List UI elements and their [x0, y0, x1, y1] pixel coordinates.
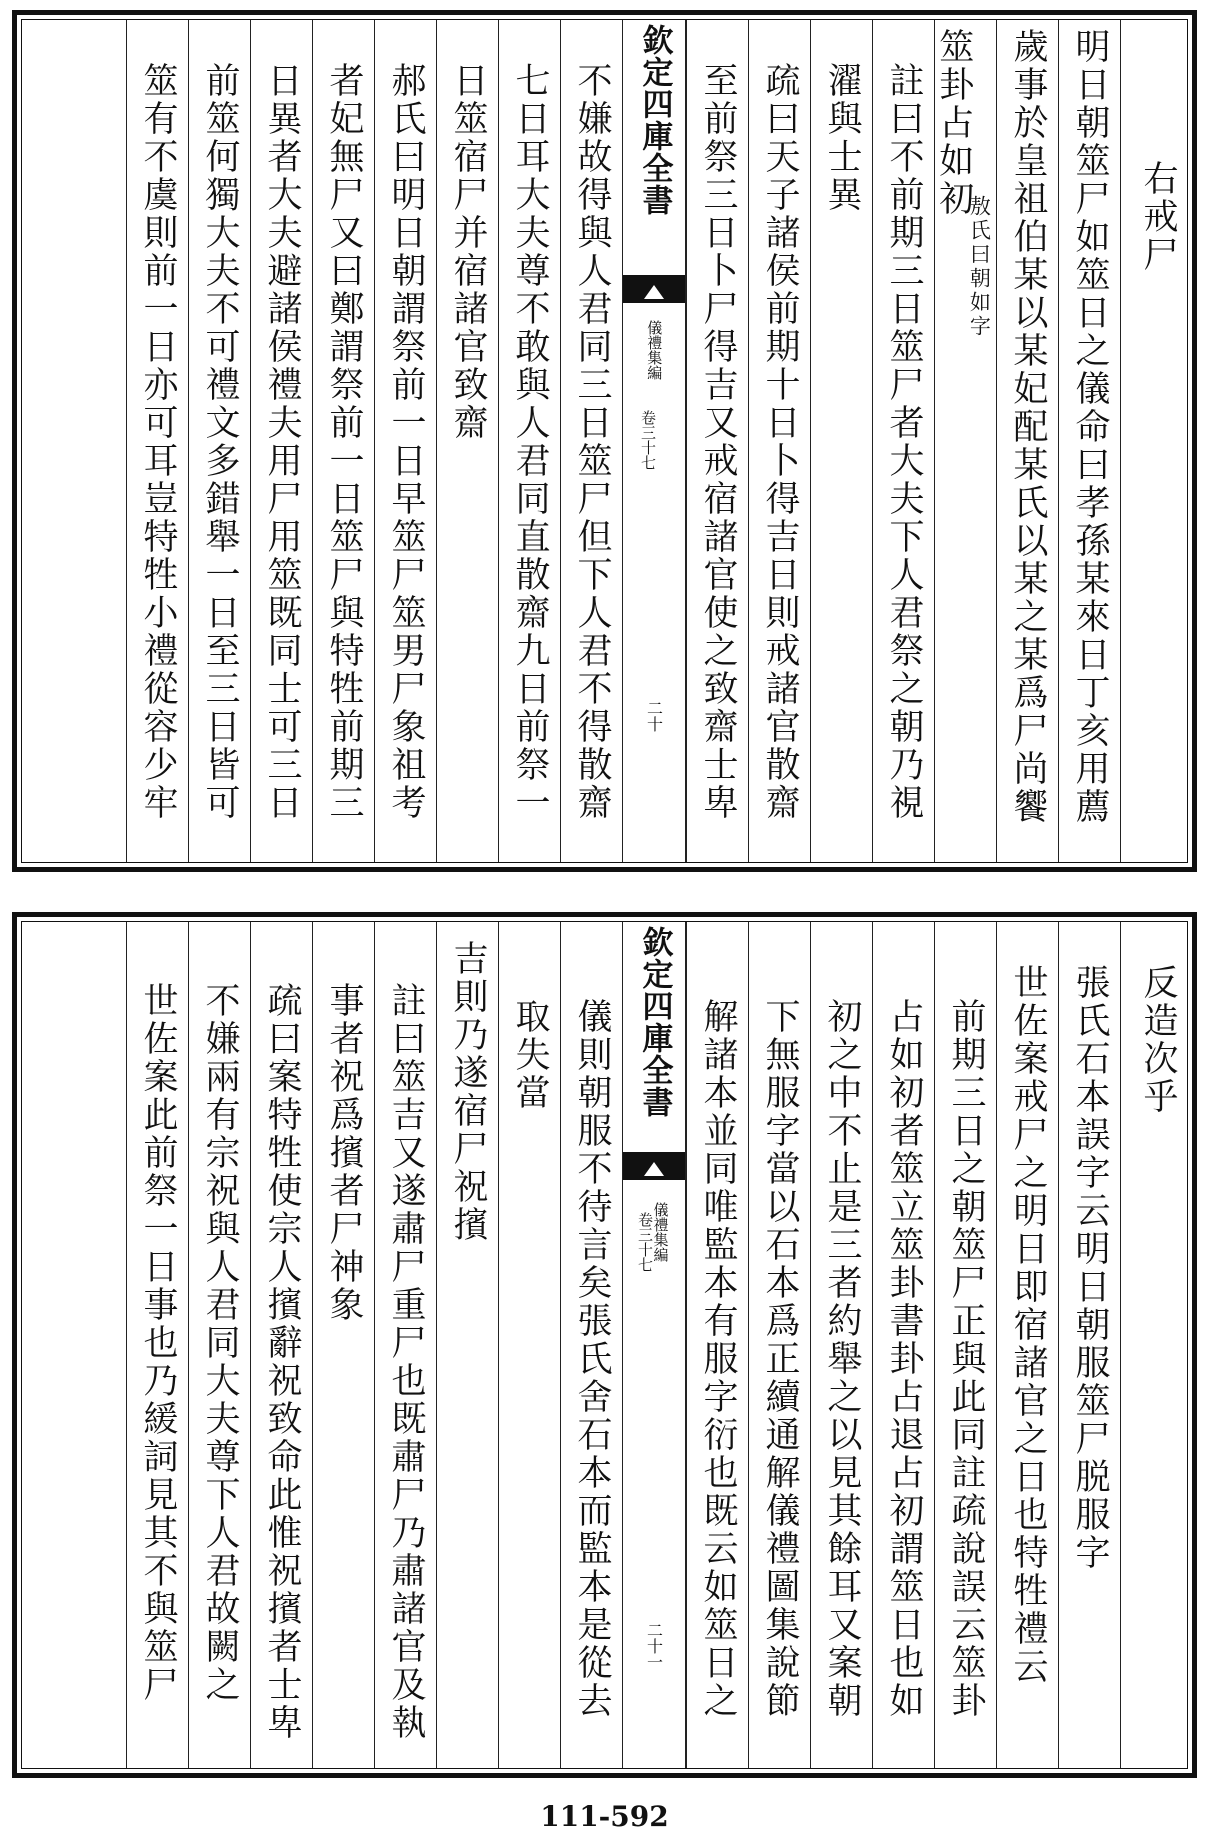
- column-c8: [686, 20, 748, 862]
- bottom-page: [12, 912, 1197, 1778]
- column-text: 不嫌故得與人君同三日筮尸但下人君不得散齋: [572, 62, 612, 822]
- column-c1: [1120, 20, 1194, 862]
- column-c12: [374, 20, 436, 862]
- spine-juan: 卷三十七: [639, 410, 658, 470]
- column-c13: [312, 20, 374, 862]
- column-text: 張氏石本誤字云明日朝服筮尸脱服字: [1070, 964, 1110, 1572]
- column-d14: [250, 922, 312, 1768]
- page-number: 111-592: [540, 1800, 669, 1833]
- column-c4: [934, 20, 996, 862]
- column-text: 下無服字當以石本爲正續通解儀禮圖集說節: [760, 998, 800, 1720]
- column-d7: [748, 922, 810, 1768]
- column-d13: [312, 922, 374, 1768]
- column-c3: [996, 20, 1058, 862]
- column-empty: [22, 922, 126, 1768]
- column-d3: [996, 922, 1058, 1768]
- column-d5: [872, 922, 934, 1768]
- column-c16: [126, 20, 188, 862]
- column-d2: [1058, 922, 1120, 1768]
- column-text: 吉則乃遂宿尸祝擯: [448, 940, 488, 1244]
- spine-title: 欽定四庫全書: [636, 24, 673, 216]
- column-text: 日異者大夫避諸侯禮夫用尸用筮既同士可三日: [262, 62, 302, 822]
- column-d6: [810, 922, 872, 1768]
- column-text: 反造次乎: [1138, 964, 1178, 1116]
- column-text: 初之中不止是三者約舉之以見其餘耳又案朝: [822, 998, 862, 1720]
- column-text: 註曰筮吉又遂肅尸重尸也既肅尸乃肅諸官及執: [386, 982, 426, 1742]
- column-d16: [126, 922, 188, 1768]
- column-text: 筮卦占如初: [933, 28, 974, 218]
- column-c5: [872, 20, 934, 862]
- column-text: 占如初者筮立筮卦書卦占退占初謂筮日也如: [884, 998, 924, 1720]
- column-text: 筮有不虞則前一日亦可耳豈特牲小禮從容少牢: [138, 62, 178, 822]
- column-text: 不嫌兩有宗祝與人君同大夫尊下人君故闕之: [200, 982, 240, 1704]
- column-text: 歲事於皇祖伯某以某妃配某氏以某之某爲尸尚饗: [1008, 28, 1048, 826]
- column-text: 疏曰案特牲使宗人擯辭祝致命此惟祝擯者士卑: [262, 982, 302, 1742]
- column-note: 敖氏曰朝如字: [967, 195, 992, 339]
- column-text: 右戒尸: [1138, 160, 1178, 274]
- column-text: 明日朝筮尸如筮日之儀命曰孝孫某來日丁亥用薦: [1070, 28, 1110, 826]
- column-text: 註曰不前期三日筮尸者大夫下人君祭之朝乃視: [884, 62, 924, 822]
- top-page-frame: [21, 19, 1188, 863]
- top-page: [12, 10, 1197, 872]
- column-d11: [436, 922, 498, 1768]
- spine-book: 儀禮集編: [651, 1202, 670, 1262]
- column-c2: [1058, 20, 1120, 862]
- column-text: 世佐案此前祭一日事也乃緩詞見其不與筮尸: [138, 982, 178, 1704]
- column-text: 世佐案戒尸之明日即宿諸官之日也特牲禮云: [1008, 964, 1048, 1686]
- column-empty: [22, 20, 126, 862]
- column-c15: [188, 20, 250, 862]
- column-d15: [188, 922, 250, 1768]
- spine-folio: 二十: [644, 700, 664, 732]
- spine-title: 欽定四庫全書: [636, 926, 673, 1118]
- column-d4: [934, 922, 996, 1768]
- column-d8: [686, 922, 748, 1768]
- column-text: 至前祭三日卜尸得吉又戒宿諸官使之致齋士卑: [698, 62, 738, 822]
- column-text: 取失當: [510, 998, 550, 1112]
- column-text: 日筮宿尸并宿諸官致齋: [448, 62, 488, 442]
- column-d12: [374, 922, 436, 1768]
- column-text: 郝氏曰明日朝謂祭前一日早筮尸筮男尸象祖考: [386, 62, 426, 822]
- column-c7: [748, 20, 810, 862]
- column-text: 前期三日之朝筮尸正與此同註疏說誤云筮卦: [946, 998, 986, 1720]
- spine-book: 儀禮集編: [645, 320, 664, 380]
- column-text: 事者祝爲擯者尸神象: [324, 982, 364, 1324]
- column-text: 前筮何獨大夫不可禮文多錯舉一日至三日皆可: [200, 62, 240, 822]
- column-d10: [498, 922, 560, 1768]
- column-text: 疏曰天子諸侯前期十日卜得吉日則戒諸官散齋: [760, 62, 800, 822]
- column-text: 解諸本並同唯監本有服字衍也既云如筮日之: [698, 998, 738, 1720]
- column-d9: [560, 922, 622, 1768]
- column-c9: [560, 20, 622, 862]
- column-d1: [1120, 922, 1194, 1768]
- column-c11: [436, 20, 498, 862]
- bottom-page-frame: [21, 921, 1188, 1769]
- fish-tail-mark: [623, 1152, 685, 1180]
- fish-tail-mark: [623, 275, 685, 303]
- column-c6: [810, 20, 872, 862]
- spine-juan: 卷三十七: [635, 1212, 654, 1272]
- top-spine: [622, 20, 686, 862]
- column-c10: [498, 20, 560, 862]
- column-text: 七日耳大夫尊不敢與人君同直散齋九日前祭一: [510, 62, 550, 822]
- column-c14: [250, 20, 312, 862]
- bottom-spine: [622, 922, 686, 1768]
- column-text: 者妃無尸又曰鄭謂祭前一日筮尸與特牲前期三: [324, 62, 364, 822]
- column-text: 儀則朝服不待言矣張氏舍石本而監本是從去: [572, 998, 612, 1720]
- spine-folio: 二十一: [644, 1622, 664, 1670]
- column-text: 濯與士異: [822, 62, 862, 214]
